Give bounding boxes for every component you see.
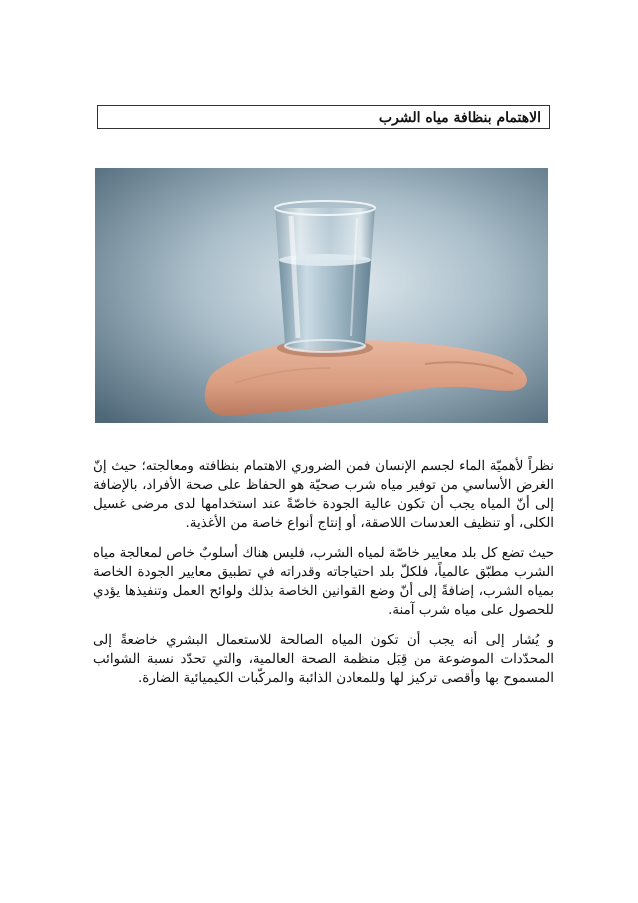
water-glass-photo	[95, 168, 548, 423]
paragraph: و يُشار إلى أنه يجب أن تكون المياه الصالحة للاستعمال البشري خاضعةً إلى المحدّدات الموضوعة من قِبَل منظمة الصحة العالمية، والتي تحدّد نسبة الشوائب المسموح بها وأقصى تركيز لها وللمعادن الذائبة والمركّبات الكيميائية الضارة.	[93, 633, 554, 686]
paragraph: نظراً لأهميّة الماء لجسم الإنسان فمن الضروري الاهتمام بنظافته ومعالجته؛ حيث إنّ الغرض الأساسي من توفير مياه شرب صحيّة هو الحفاظ على صحة الأفراد، بالإضافة إلى أنّ المياه يجب أن تكون عالية الجودة خاصّةً عند استخدامها لدى مرضى غسيل الكلى، أو تنظيف العدسات اللاصقة، أو إنتاج أنواع خاصة من الأغذية.	[93, 459, 554, 531]
paragraph: حيث تضع كل بلد معايير خاصّة لمياه الشرب، فليس هناك أسلوبٌ خاص لمعالجة مياه الشرب مطبّق عالمياً، فلكلّ بلد احتياجاته وقدراته في تطبيق معايير الجودة الخاصة بمياه الشرب، إضافةً إلى أنّ وضع القوانين الخاصة بذلك ولوائح العمل وتنفيذها يؤدي للحصول على مياه شرب آمنة.	[93, 546, 554, 618]
page-title: الاهتمام بنظافة مياه الشرب	[97, 105, 550, 129]
article-body	[93, 457, 554, 699]
water-glass-image	[95, 168, 548, 423]
